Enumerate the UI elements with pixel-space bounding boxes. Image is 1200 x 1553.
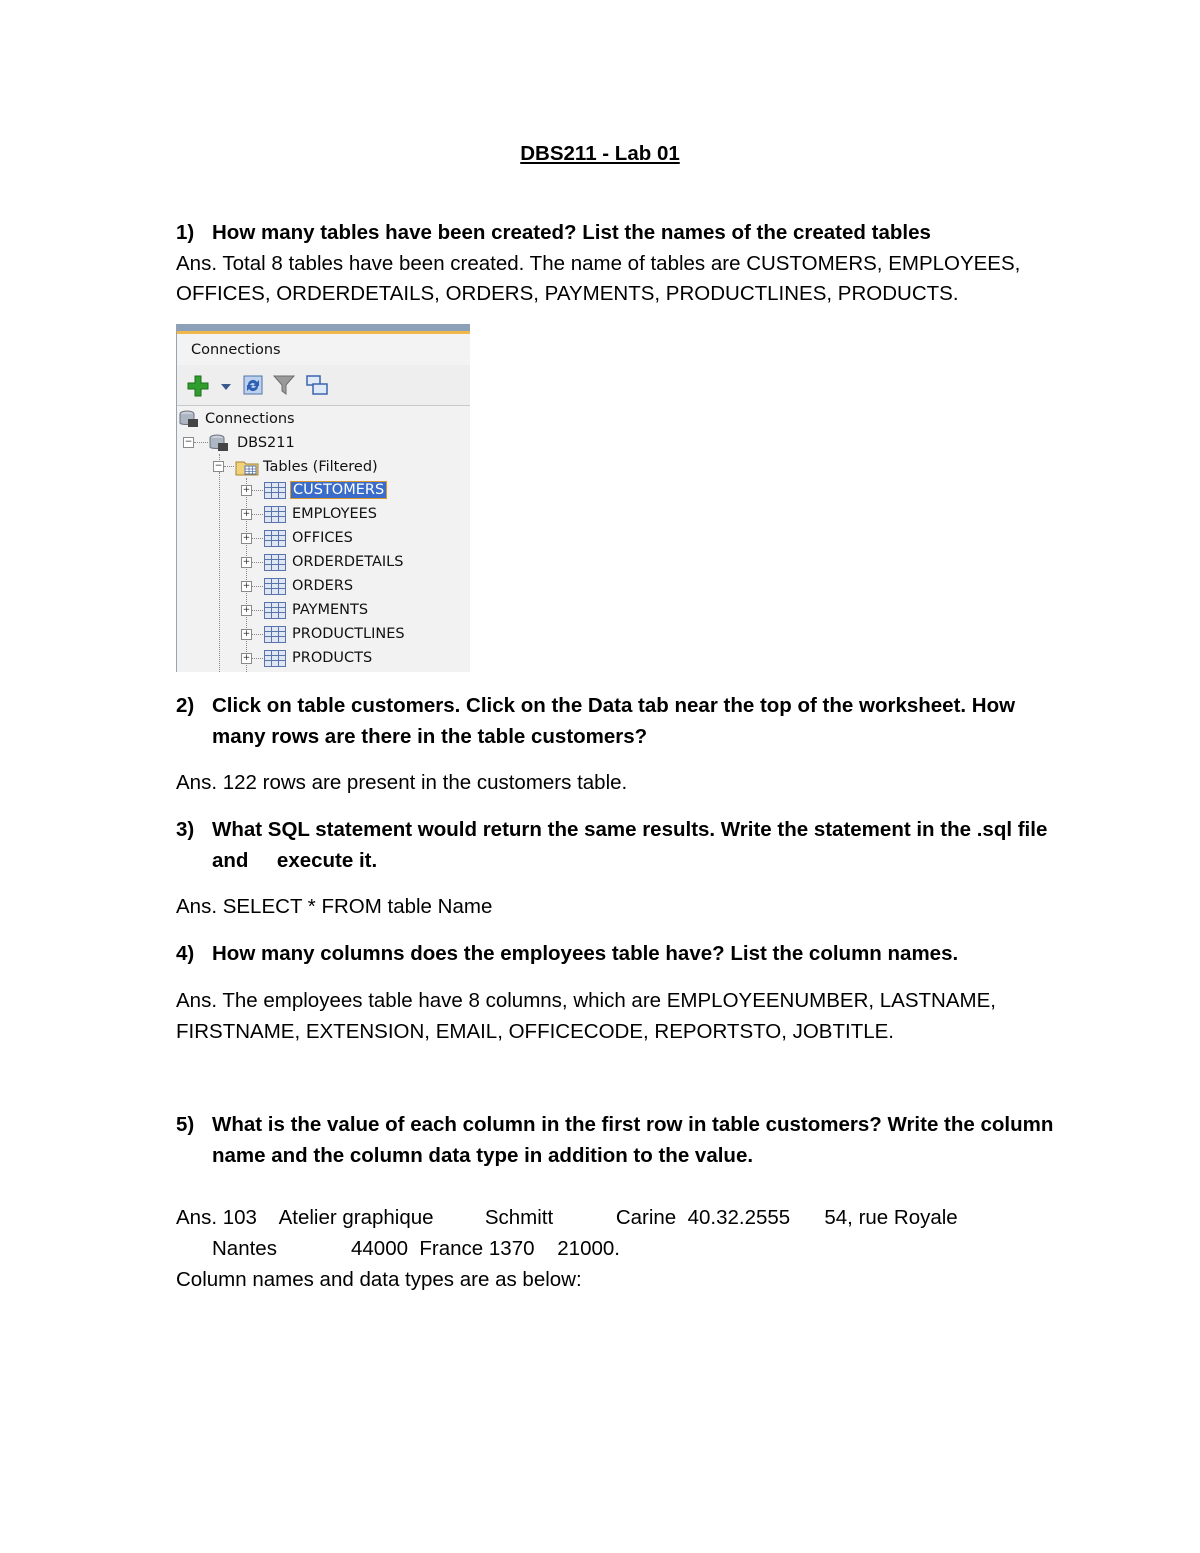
folder-icon xyxy=(235,459,259,476)
tree-item-table[interactable] xyxy=(292,551,403,573)
table-icon xyxy=(264,578,286,595)
q5-question-line1: What is the value of each column in the first row in table customers? Write the column xyxy=(212,1113,1054,1136)
tree-label-table: ORDERS xyxy=(292,578,354,594)
tree-label-tables-folder: Tables (Filtered) xyxy=(263,459,378,475)
q5-answer-line1: Ans. 103 Atelier graphique Schmitt Carine 40.32.2555 54, rue Royale xyxy=(176,1206,958,1229)
database-icon xyxy=(209,434,229,452)
expand-icon[interactable]: + xyxy=(242,629,251,639)
tree-item-table[interactable] xyxy=(292,575,353,597)
q4-answer-line2: FIRSTNAME, EXTENSION, EMAIL, OFFICECODE, REPORTSTO, JOBTITLE. xyxy=(176,1020,894,1043)
table-icon xyxy=(264,530,286,547)
tree-connector xyxy=(224,466,234,467)
q2-answer: Ans. 122 rows are present in the customers table. xyxy=(176,771,628,794)
connections-toolbar xyxy=(177,365,470,406)
q1-question: How many tables have been created? List the names of the created tables xyxy=(212,221,931,244)
table-icon xyxy=(264,506,286,523)
collapse-icon[interactable]: − xyxy=(214,461,223,471)
tree-connector xyxy=(246,478,247,672)
q4-answer-line1: Ans. The employees table have 8 columns, which are EMPLOYEENUMBER, LASTNAME, xyxy=(176,989,996,1012)
q3-question-line1: What SQL statement would return the same results. Write the statement in the .sql file xyxy=(212,818,1048,841)
panel-title-bar xyxy=(177,324,470,331)
expand-icon[interactable]: + xyxy=(242,485,251,495)
table-icon xyxy=(264,626,286,643)
q3-question-line2: and execute it. xyxy=(212,849,378,872)
dropdown-arrow-icon[interactable] xyxy=(221,383,231,391)
tree-connector xyxy=(252,586,263,587)
tree-item-table[interactable] xyxy=(292,503,377,525)
q1-number: 1) xyxy=(176,221,195,244)
q5-answer-line2: Nantes 44000 France 1370 21000. xyxy=(212,1237,620,1260)
tree-connector xyxy=(194,442,208,443)
q4-question: How many columns does the employees table have? List the column names. xyxy=(212,942,959,965)
tree-connector xyxy=(252,562,263,563)
tree-connector xyxy=(252,514,263,515)
tree-label-table: PRODUCTLINES xyxy=(292,626,405,642)
tree-item-table[interactable] xyxy=(290,479,387,501)
tree-item-table[interactable] xyxy=(292,647,372,669)
tree-item-table[interactable] xyxy=(292,599,368,621)
q2-number: 2) xyxy=(176,694,195,717)
collapse-icon[interactable]: − xyxy=(184,437,193,447)
q3-answer: Ans. SELECT * FROM table Name xyxy=(176,895,493,918)
page-title: DBS211 - Lab 01 xyxy=(520,142,680,165)
q4-number: 4) xyxy=(176,942,195,965)
connections-panel xyxy=(176,324,470,672)
tree-connector xyxy=(252,634,263,635)
tree-label-table: CUSTOMERS xyxy=(290,481,387,499)
tree-connector xyxy=(219,472,220,672)
q3-number: 3) xyxy=(176,818,195,841)
tree-label-table: OFFICES xyxy=(292,530,353,546)
table-icon xyxy=(264,554,286,571)
q2-question-line1: Click on table customers. Click on the Data tab near the top of the worksheet. How xyxy=(212,694,1016,717)
table-icon xyxy=(264,482,286,499)
connections-icon xyxy=(179,410,199,428)
tree-label-table: PRODUCTS xyxy=(292,650,373,666)
expand-icon[interactable]: + xyxy=(242,509,251,519)
connections-header xyxy=(177,331,470,365)
tree-item-table[interactable] xyxy=(292,623,405,645)
table-icon xyxy=(264,602,286,619)
filter-icon[interactable] xyxy=(273,374,295,396)
tree-connector xyxy=(252,490,263,491)
expand-icon[interactable]: + xyxy=(242,605,251,615)
refresh-icon[interactable] xyxy=(241,373,265,397)
q5-number: 5) xyxy=(176,1113,195,1136)
q5-answer-line3: Column names and data types are as below: xyxy=(176,1268,582,1291)
expand-icon[interactable]: + xyxy=(242,653,251,663)
tree-connector xyxy=(252,538,263,539)
q2-question-line2: many rows are there in the table customers? xyxy=(212,725,648,748)
tree-label-table: EMPLOYEES xyxy=(292,506,377,522)
schema-browser-icon[interactable] xyxy=(305,374,329,396)
connections-header-label: Connections xyxy=(191,342,281,358)
tree-label-table: ORDERDETAILS xyxy=(292,554,404,570)
tree-connector xyxy=(252,658,263,659)
add-icon[interactable] xyxy=(187,375,209,397)
tree-connector xyxy=(252,610,263,611)
q5-question-line2: name and the column data type in addition to the value. xyxy=(212,1144,754,1167)
tree-item-table[interactable] xyxy=(292,527,353,549)
expand-icon[interactable]: + xyxy=(242,581,251,591)
tree-label-dbs211: DBS211 xyxy=(237,435,295,451)
q1-answer-line1: Ans. Total 8 tables have been created. The name of tables are CUSTOMERS, EMPLOYEES, xyxy=(176,252,1021,275)
connections-tree xyxy=(177,406,470,672)
expand-icon[interactable]: + xyxy=(242,533,251,543)
table-icon xyxy=(264,650,286,667)
tree-label-connections: Connections xyxy=(205,411,295,427)
tree-label-table: PAYMENTS xyxy=(292,602,369,618)
expand-icon[interactable]: + xyxy=(242,557,251,567)
q1-answer-line2: OFFICES, ORDERDETAILS, ORDERS, PAYMENTS, PRODUCTLINES, PRODUCTS. xyxy=(176,282,959,305)
